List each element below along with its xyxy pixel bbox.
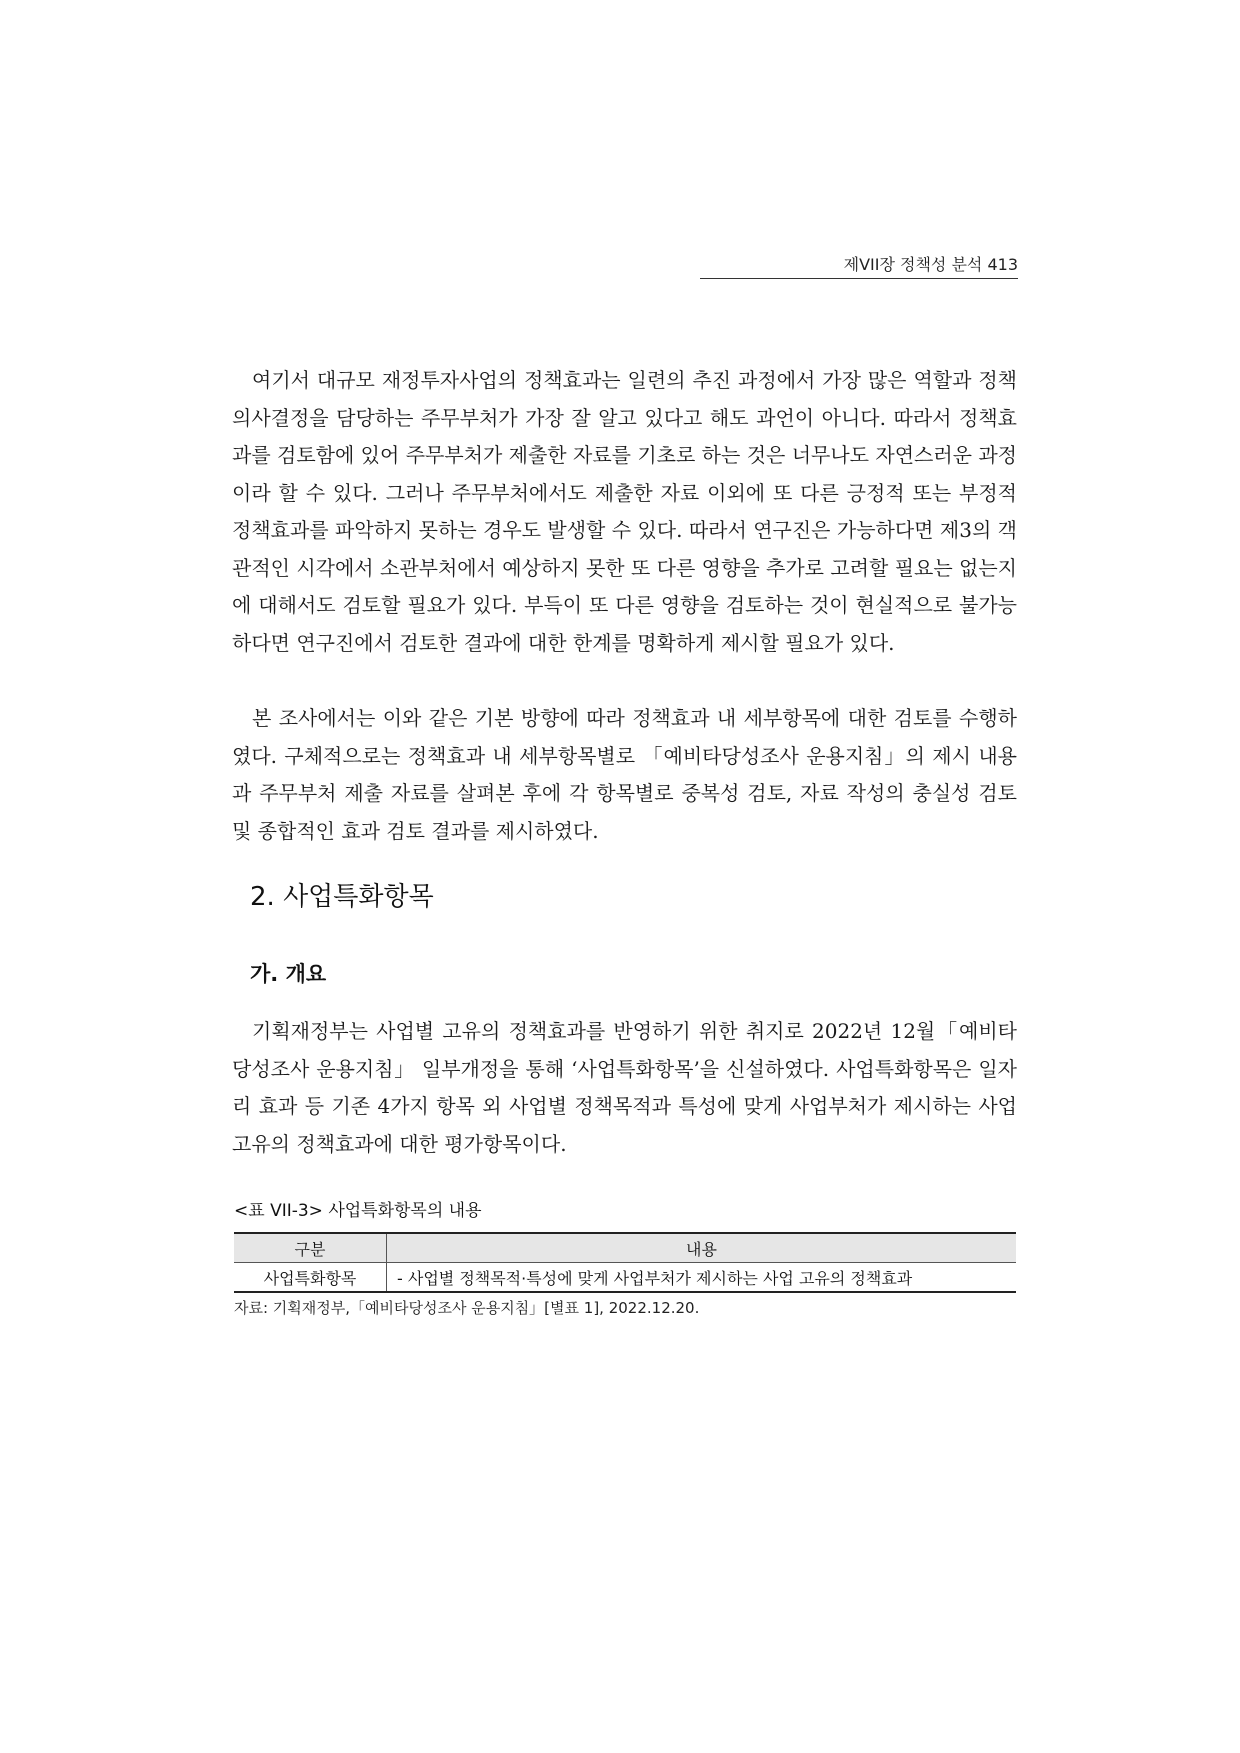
body-paragraph (232, 700, 1017, 850)
table-caption: <표 VII-3> 사업특화항목의 내용 (234, 1201, 482, 1221)
table-row (234, 1263, 1016, 1293)
subsection-heading: 가. 개요 (250, 962, 327, 986)
running-header: 제VII장 정책성 분석 413 (700, 252, 1018, 279)
paragraph-text: 기획재정부는 사업별 고유의 정책효과를 반영하기 위한 취지로 2022년 12월「예비타당성조사 운용지침」 일부개정을 통해 ‘사업특화항목’을 신설하였다. 사업특화항목은 일자리 효과 등 기존 4가지 항목 외 사업별 정책목적과 특성에 맞게 사업부처가 제시하는 사업 고유의 정책효과에 대한 평가항목이다. (232, 1019, 1017, 1156)
content-table-wrapper (234, 1232, 1016, 1293)
body-paragraph (232, 362, 1017, 662)
content-table (234, 1232, 1016, 1293)
table-source-note: 자료: 기획재정부,「예비타당성조사 운용지침」[별표 1], 2022.12.20. (234, 1299, 700, 1317)
table-header-content: 내용 (387, 1233, 1017, 1263)
table-header-row (234, 1233, 1016, 1263)
paragraph-text: 본 조사에서는 이와 같은 기본 방향에 따라 정책효과 내 세부항목에 대한 검토를 수행하였다. 구체적으로는 정책효과 내 세부항목별로 「예비타당성조사 운용지침」의 제시 내용과 주무부처 제출 자료를 살펴본 후에 각 항목별로 중복성 검토, 자료 작성의 충실성 검토 및 종합적인 효과 검토 결과를 제시하였다. (232, 706, 1018, 843)
body-paragraph (232, 1013, 1017, 1163)
section-heading: 2. 사업특화항목 (250, 882, 434, 912)
table-header-category: 구분 (234, 1233, 387, 1263)
table-cell-content: - 사업별 정책목적·특성에 맞게 사업부처가 제시하는 사업 고유의 정책효과 (387, 1263, 1017, 1293)
paragraph-text: 여기서 대규모 재정투자사업의 정책효과는 일련의 추진 과정에서 가장 많은 역할과 정책의사결정을 담당하는 주무부처가 가장 잘 알고 있다고 해도 과언이 아니다. 따라서 정책효과를 검토함에 있어 주무부처가 제출한 자료를 기초로 하는 것은 너무나도 자연스러운 과정이라 할 수 있다. 그러나 주무부처에서도 제출한 자료 이외에 또 다른 긍정적 또는 부정적 정책효과를 파악하지 못하는 경우도 발생할 수 있다. 따라서 연구진은 가능하다면 제3의 객관적인 시각에서 소관부처에서 예상하지 못한 또 다른 영향을 추가로 고려할 필요는 없는지에 대해서도 검토할 필요가 있다. 부득이 또 다른 영향을 검토하는 것이 현실적으로 불가능하다면 연구진에서 검토한 결과에 대한 한계를 명확하게 제시할 필요가 있다. (232, 368, 1017, 655)
table-cell-category: 사업특화항목 (234, 1263, 387, 1293)
